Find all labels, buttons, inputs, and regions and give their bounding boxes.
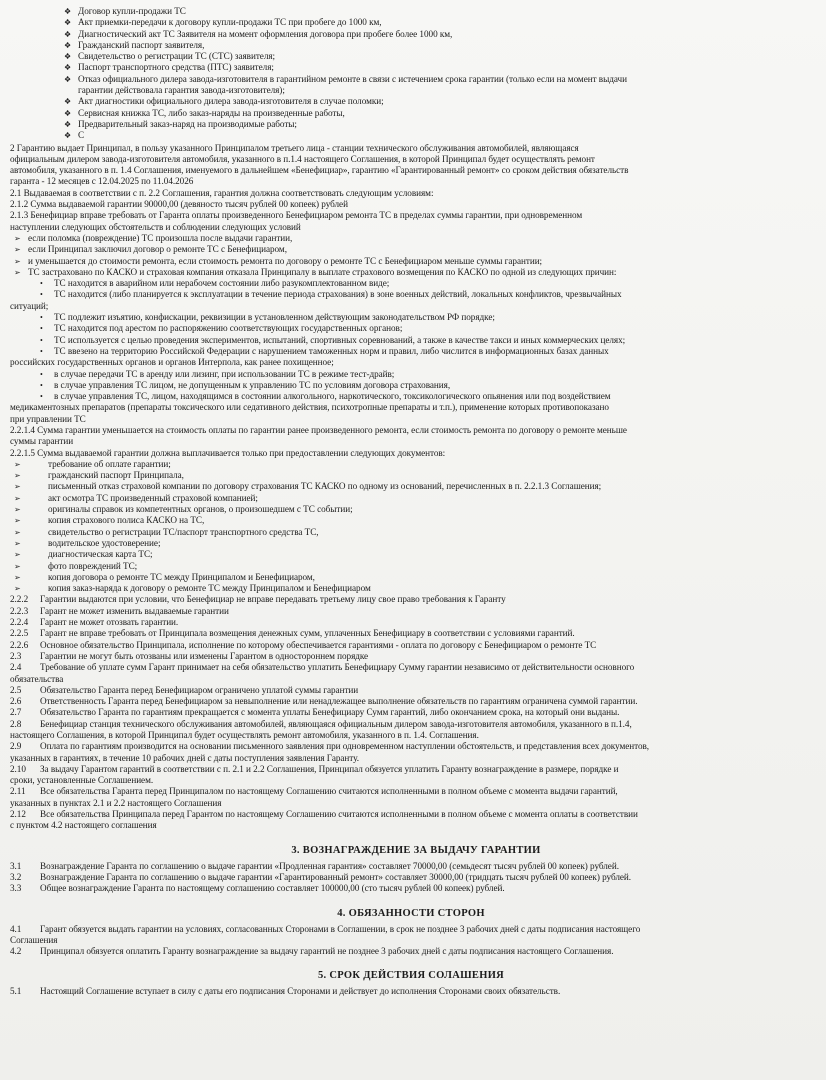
bullet-icon: ❖ bbox=[64, 7, 72, 16]
text-line: наступлении следующих обстоятельств и соблюдении следующих условий bbox=[10, 221, 301, 232]
list-item: • ТС подлежит изъятию, конфискации, реквизиции в установленном действующим законодательством РФ порядке; bbox=[40, 312, 495, 323]
list-item-continuation: ситуаций; bbox=[10, 300, 49, 311]
arrow-bullet-icon: ➢ bbox=[14, 267, 21, 277]
clause-2-5: 2.5 Обязательство Гаранта перед Бенефициаром ограничено уплатой суммы гарантии bbox=[10, 684, 359, 695]
bullet-icon: ❖ bbox=[64, 108, 72, 118]
list-item-continuation: при управлении ТС bbox=[10, 413, 86, 424]
arrow-bullet-icon: ➢ bbox=[14, 471, 21, 481]
list-item: ❖ Акт приемки-передачи к договору купли-продажи ТС при пробеге до 1000 км, bbox=[64, 17, 382, 28]
list-item: ➢ копия договора о ремонте ТС между Принципалом и Бенефициаром, bbox=[14, 571, 315, 582]
bullet-icon: ❖ bbox=[64, 18, 72, 28]
clause-2-12: 2.12 Все обязательства Принципала перед Гарантом по настоящему Соглашению считаются исполненными в полном объеме с момента оплаты в соответствии bbox=[10, 809, 638, 820]
bullet-icon: ❖ bbox=[64, 131, 72, 141]
list-item: • ТС находится под арестом по распоряжению соответствующих государственных органов; bbox=[40, 323, 403, 334]
clause-continuation: с пунктом 4.2 настоящего соглашения bbox=[10, 820, 157, 831]
clause-3-1: 3.1 Вознаграждение Гаранта по соглашению о выдаче гарантии «Продленная гарантия» составляет 70000,00 (семьдесят тысяч рублей 00 копеек) рублей. bbox=[10, 860, 619, 871]
dot-bullet-icon: • bbox=[40, 369, 43, 379]
arrow-bullet-icon: ➢ bbox=[14, 538, 21, 548]
paragraph-2-1: 2.1 Выдаваемая в соответствии с п. 2.2 Соглашения, гарантия должна соответствовать следующим условиям: bbox=[10, 187, 434, 198]
list-item: ➢ копия страхового полиса КАСКО на ТС, bbox=[14, 515, 205, 526]
dot-bullet-icon: • bbox=[40, 279, 43, 289]
arrow-bullet-icon: ➢ bbox=[14, 256, 21, 266]
arrow-bullet-icon: ➢ bbox=[14, 493, 21, 503]
clause-4-2: 4.2 Принципал обязуется оплатить Гаранту вознаграждение за выдачу гарантий не позднее 3 рабочих дней с даты подписания настоящего Соглашения. bbox=[10, 946, 614, 957]
text-line: 2.2.1.4 Сумма гарантии уменьшается на стоимость оплаты по гарантии ранее произведенного ремонта, если стоимость ремонта по договору о ремонте меньше bbox=[10, 424, 627, 435]
clause-2-11: 2.11 Все обязательства Гаранта перед Принципалом по настоящему Соглашению считаются исполненными в полном объеме с момента выдачи гарантий, bbox=[10, 786, 618, 797]
list-item: ❖ Предварительный заказ-наряд на производимые работы; bbox=[64, 118, 297, 129]
clause-2-2-6: 2.2.6 Основное обязательство Принципала, исполнение по которому обеспечивается гарантиями - оплата по договору с Бенефициаром о ремонте ТС bbox=[10, 639, 597, 650]
list-item: ➢ если Принципал заключил договор о ремонте ТС с Бенефициаром, bbox=[14, 244, 287, 255]
list-item: ➢ гражданский паспорт Принципала, bbox=[14, 470, 184, 481]
arrow-bullet-icon: ➢ bbox=[14, 584, 21, 594]
arrow-bullet-icon: ➢ bbox=[14, 572, 21, 582]
arrow-bullet-icon: ➢ bbox=[14, 516, 21, 526]
list-item: ➢ требование об оплате гарантии; bbox=[14, 458, 171, 469]
clause-2-2-2: 2.2.2 Гарантии выдаются при условии, что Бенефициар не вправе передавать третьему лицу свое право требования к Гаранту bbox=[10, 594, 506, 605]
list-item: ➢ оригиналы справок из компетентных органов, о произошедшем с ТС событии; bbox=[14, 504, 353, 515]
list-item: ❖ Сервисная книжка ТС, либо заказ-наряды на произведенные работы, bbox=[64, 107, 345, 118]
list-item: ➢ водительское удостоверение; bbox=[14, 537, 161, 548]
clause-2-2-4: 2.2.4 Гарант не может отозвать гарантии. bbox=[10, 617, 179, 628]
paragraph-2-1-2: 2.1.2 Сумма выдаваемой гарантии 90000,00 (девяносто тысяч рублей 00 копеек) рублей bbox=[10, 199, 348, 210]
clause-continuation: Соглашения bbox=[10, 934, 58, 945]
clause-2-2-5: 2.2.5 Гарант не вправе требовать от Принципала возмещения денежных сумм, уплаченных Бенефициару в соответствии с условиями гарантий. bbox=[10, 628, 575, 639]
section-5-title: 5. СРОК ДЕЙСТВИЯ СОЛАШЕНИЯ bbox=[317, 970, 505, 982]
dot-bullet-icon: • bbox=[40, 290, 43, 300]
list-item: ➢ копия заказ-наряда к договору о ремонте ТС между Принципалом и Бенефициаром bbox=[14, 583, 371, 594]
list-item: ➢ и уменьшается до стоимости ремонта, если стоимость ремонта по договору о ремонте ТС с Бенефициаром меньше суммы гарантии; bbox=[14, 255, 543, 266]
dot-bullet-icon: • bbox=[40, 392, 43, 402]
arrow-bullet-icon: ➢ bbox=[14, 550, 21, 560]
list-item: ❖ Договор купли-продажи ТС bbox=[64, 6, 186, 16]
text-line: официальным дилером завода-изготовителя автомобиля, указанного в п.1.4 настоящего Соглашения, в которой Принципал будет осуществлять ремонт bbox=[10, 153, 595, 164]
kasko-refusal-reasons bbox=[10, 278, 812, 425]
bullet-icon: ❖ bbox=[64, 29, 72, 39]
dot-bullet-icon: • bbox=[40, 313, 43, 323]
arrow-bullet-icon: ➢ bbox=[14, 527, 21, 537]
list-item: ❖ Отказ официального дилера завода-изготовителя в гарантийном ремонте в связи с истечением срока гарантии (только если на момент выдачи bbox=[64, 73, 627, 84]
conditions-list bbox=[10, 233, 812, 278]
clause-3-2: 3.2 Вознаграждение Гаранта по соглашению о выдаче гарантии «Гарантированный ремонт» составляет 30000,00 (тридцать тысяч рублей 00 копеек) рублей. bbox=[10, 871, 632, 882]
list-item-continuation: медикаментозных препаратов (препараты токсического или седативного действия, психотропные препараты и т.п.), применение которых противопоказано bbox=[10, 402, 609, 413]
section-3-title: 3. ВОЗНАГРАЖДЕНИЕ ЗА ВЫДАЧУ ГАРАНТИИ bbox=[291, 844, 541, 856]
list-item: ➢ свидетельство о регистрации ТС/паспорт транспортного средства ТС, bbox=[14, 526, 319, 537]
list-item: • в случае передачи ТС в аренду или лизинг, при использовании ТС в режиме тест-драйв; bbox=[40, 368, 395, 379]
clause-2-2-3: 2.2.3 Гарант не может изменить выдаваемые гарантии bbox=[10, 605, 229, 616]
list-item: • в случае управления ТС лицом, не допущенным к управлению ТС по условиям договора страхования, bbox=[40, 379, 451, 390]
section-4-title: 4. ОБЯЗАННОСТИ СТОРОН bbox=[337, 907, 485, 919]
section-2-clauses bbox=[10, 594, 812, 831]
list-item-continuation: российских государственных органов и органов Интерпола, как ранее похищенное; bbox=[10, 357, 334, 368]
documents-list bbox=[10, 6, 812, 142]
clause-2-3: 2.3 Гарантии не могут быть отозваны или изменены Гарантом в одностороннем порядке bbox=[10, 650, 369, 661]
text-line: автомобиля, указанного в п. 1.4 Соглашения, именуемого в дальнейшем «Бенефициар», гарантию «Гарантированный ремонт» со сроком действия обязательств bbox=[10, 165, 629, 176]
clause-continuation: сроки, установленные Соглашением. bbox=[10, 775, 154, 786]
paragraph-2-2-1-5: 2.2.1.5 Сумма выдаваемой гарантии должна выплачивается только при предоставлении следующих документов: bbox=[10, 447, 446, 458]
clause-2-7: 2.7 Обязательство Гаранта по гарантиям прекращается с момента уплаты Бенефициару Сумм гарантий, либо окончанием срока, на который они выданы. bbox=[10, 707, 620, 718]
list-item: • в случае управления ТС, лицом, находящимся в состоянии алкогольного, наркотического, токсикологического опьянения или под воздействием bbox=[40, 391, 611, 402]
clause-continuation: указанных в гарантиях, в течение 10 рабочих дней с даты поступления заявления Гаранту. bbox=[10, 752, 360, 763]
dot-bullet-icon: • bbox=[40, 346, 43, 356]
list-item: ❖ С bbox=[64, 130, 85, 141]
bullet-icon: ❖ bbox=[64, 63, 72, 73]
clause-4-1: 4.1 Гарант обязуется выдать гарантии на условиях, согласованных Сторонами в Соглашении, в срок не позднее 3 рабочих дней с даты подписания настоящего bbox=[10, 923, 641, 934]
dot-bullet-icon: • bbox=[40, 380, 43, 390]
list-item: ➢ ТС застраховано по КАСКО и страховая компания отказала Принципалу в выплате страхового возмещения по КАСКО по одной из следующих причин: bbox=[14, 266, 617, 277]
clause-continuation: обязательства bbox=[10, 673, 64, 684]
arrow-bullet-icon: ➢ bbox=[14, 233, 21, 243]
clause-2-6: 2.6 Ответственность Гаранта перед Бенефициаром за невыполнение или ненадлежащее выполнение обязательств по гарантиям ограничена суммой гарантии. bbox=[10, 696, 638, 707]
clause-2-8: 2.8 Бенефициар станция технического обслуживания автомобилей, являющаяся официальным дилером завода-изготовителя автомобиля, указанного в п.1.4, bbox=[10, 718, 632, 729]
clause-2-10: 2.10 За выдачу Гарантом гарантий в соответствии с п. 2.1 и 2.2 Соглашения, Принципал обязуется уплатить Гаранту вознаграждение в размере, порядке и bbox=[10, 763, 619, 774]
list-item: ❖ Гражданский паспорт заявителя, bbox=[64, 39, 205, 50]
bullet-icon: ❖ bbox=[64, 74, 72, 84]
list-item: ➢ диагностическая карта ТС; bbox=[14, 549, 153, 560]
text-line: 2 Гарантию выдает Принципал, в пользу указанного Принципалом третьего лица - станции технического обслуживания автомобилей, являющаяся bbox=[10, 142, 579, 153]
list-item: ❖ Паспорт транспортного средства (ПТС) заявителя; bbox=[64, 62, 274, 73]
clause-2-9: 2.9 Оплата по гарантиям производится на основании письменного заявления при одновременном наступлении обстоятельств, и представления всех документов, bbox=[10, 741, 650, 752]
bullet-icon: ❖ bbox=[64, 40, 72, 50]
list-item: ➢ если поломка (повреждение) ТС произошла после выдачи гарантии, bbox=[14, 232, 293, 243]
list-item: ➢ акт осмотра ТС произведенный страховой компанией; bbox=[14, 492, 258, 503]
text-line: 2.1.3 Бенефициар вправе требовать от Гаранта оплаты произведенного Бенефициаром ремонта ТС в пределах суммы гарантии, при одновременном bbox=[10, 210, 583, 221]
paragraph-2 bbox=[10, 143, 812, 188]
clause-continuation: настоящего Соглашения, в которой Принципал будет осуществлять ремонт автомобиля, указанного в п. 1.4. Соглашения. bbox=[10, 730, 479, 740]
dot-bullet-icon: • bbox=[40, 335, 43, 345]
dot-bullet-icon: • bbox=[40, 324, 43, 334]
list-item: • ТС находится в аварийном или нерабочем состоянии либо разукомплектованном виде; bbox=[40, 278, 390, 289]
bullet-icon: ❖ bbox=[64, 97, 72, 107]
list-item: ➢ письменный отказ страховой компании по договору страхования ТС КАСКО по одному из оснований, перечисленных в п. 2.2.1.3 Соглашения; bbox=[14, 481, 602, 492]
list-item: • ТС находится (либо планируется к эксплуатации в течение периода страхования) в зоне военных действий, локальных конфликтов, чрезвычайных bbox=[40, 289, 622, 300]
list-item-continuation: гарантии действовала гарантия завода-изготовителя); bbox=[78, 85, 285, 96]
clause-2-4: 2.4 Требование об уплате сумм Гарант принимает на себя обязательство уплатить Бенефициару Сумму гарантии независимо от действительности основного bbox=[10, 662, 635, 673]
list-item: • ТС используется с целью проведения экспериментов, испытаний, спортивных соревнований, а также в качестве такси и иных коммерческих целях; bbox=[40, 334, 626, 345]
list-item: ➢ фото повреждений ТС; bbox=[14, 560, 138, 571]
bullet-icon: ❖ bbox=[64, 52, 72, 62]
list-item: ❖ Свидетельство о регистрации ТС (СТС) заявителя; bbox=[64, 51, 276, 62]
arrow-bullet-icon: ➢ bbox=[14, 561, 21, 571]
required-documents-list bbox=[10, 459, 812, 595]
bullet-icon: ❖ bbox=[64, 119, 72, 129]
list-item: ❖ Акт диагностики официального дилера завода-изготовителя в случае поломки; bbox=[64, 96, 384, 107]
list-item: ❖ Диагностический акт ТС Заявителя на момент оформления договора при пробеге более 1000 км, bbox=[64, 28, 453, 39]
clause-5-1: 5.1 Настоящий Соглашение вступает в силу с даты его подписания Сторонами и действует до исполнения Сторонами своих обязательств. bbox=[10, 986, 561, 997]
arrow-bullet-icon: ➢ bbox=[14, 505, 21, 515]
arrow-bullet-icon: ➢ bbox=[14, 245, 21, 255]
text-line: суммы гарантии bbox=[10, 436, 74, 447]
arrow-bullet-icon: ➢ bbox=[14, 459, 21, 469]
arrow-bullet-icon: ➢ bbox=[14, 482, 21, 492]
clause-continuation: указанных в пунктах 2.1 и 2.2 настоящего Соглашения bbox=[10, 797, 222, 808]
list-item: • ТС ввезено на территорию Российской Федерации с нарушением таможенных норм и правил, либо числится в информационных базах данных bbox=[40, 345, 609, 356]
clause-3-3: 3.3 Общее вознаграждение Гаранта по настоящему соглашению составляет 100000,00 (сто тысяч рублей 00 копеек) рублей. bbox=[10, 883, 505, 894]
text-line: гаранта - 12 месяцев с 12.04.2025 по 11.04.2026 bbox=[10, 176, 194, 187]
